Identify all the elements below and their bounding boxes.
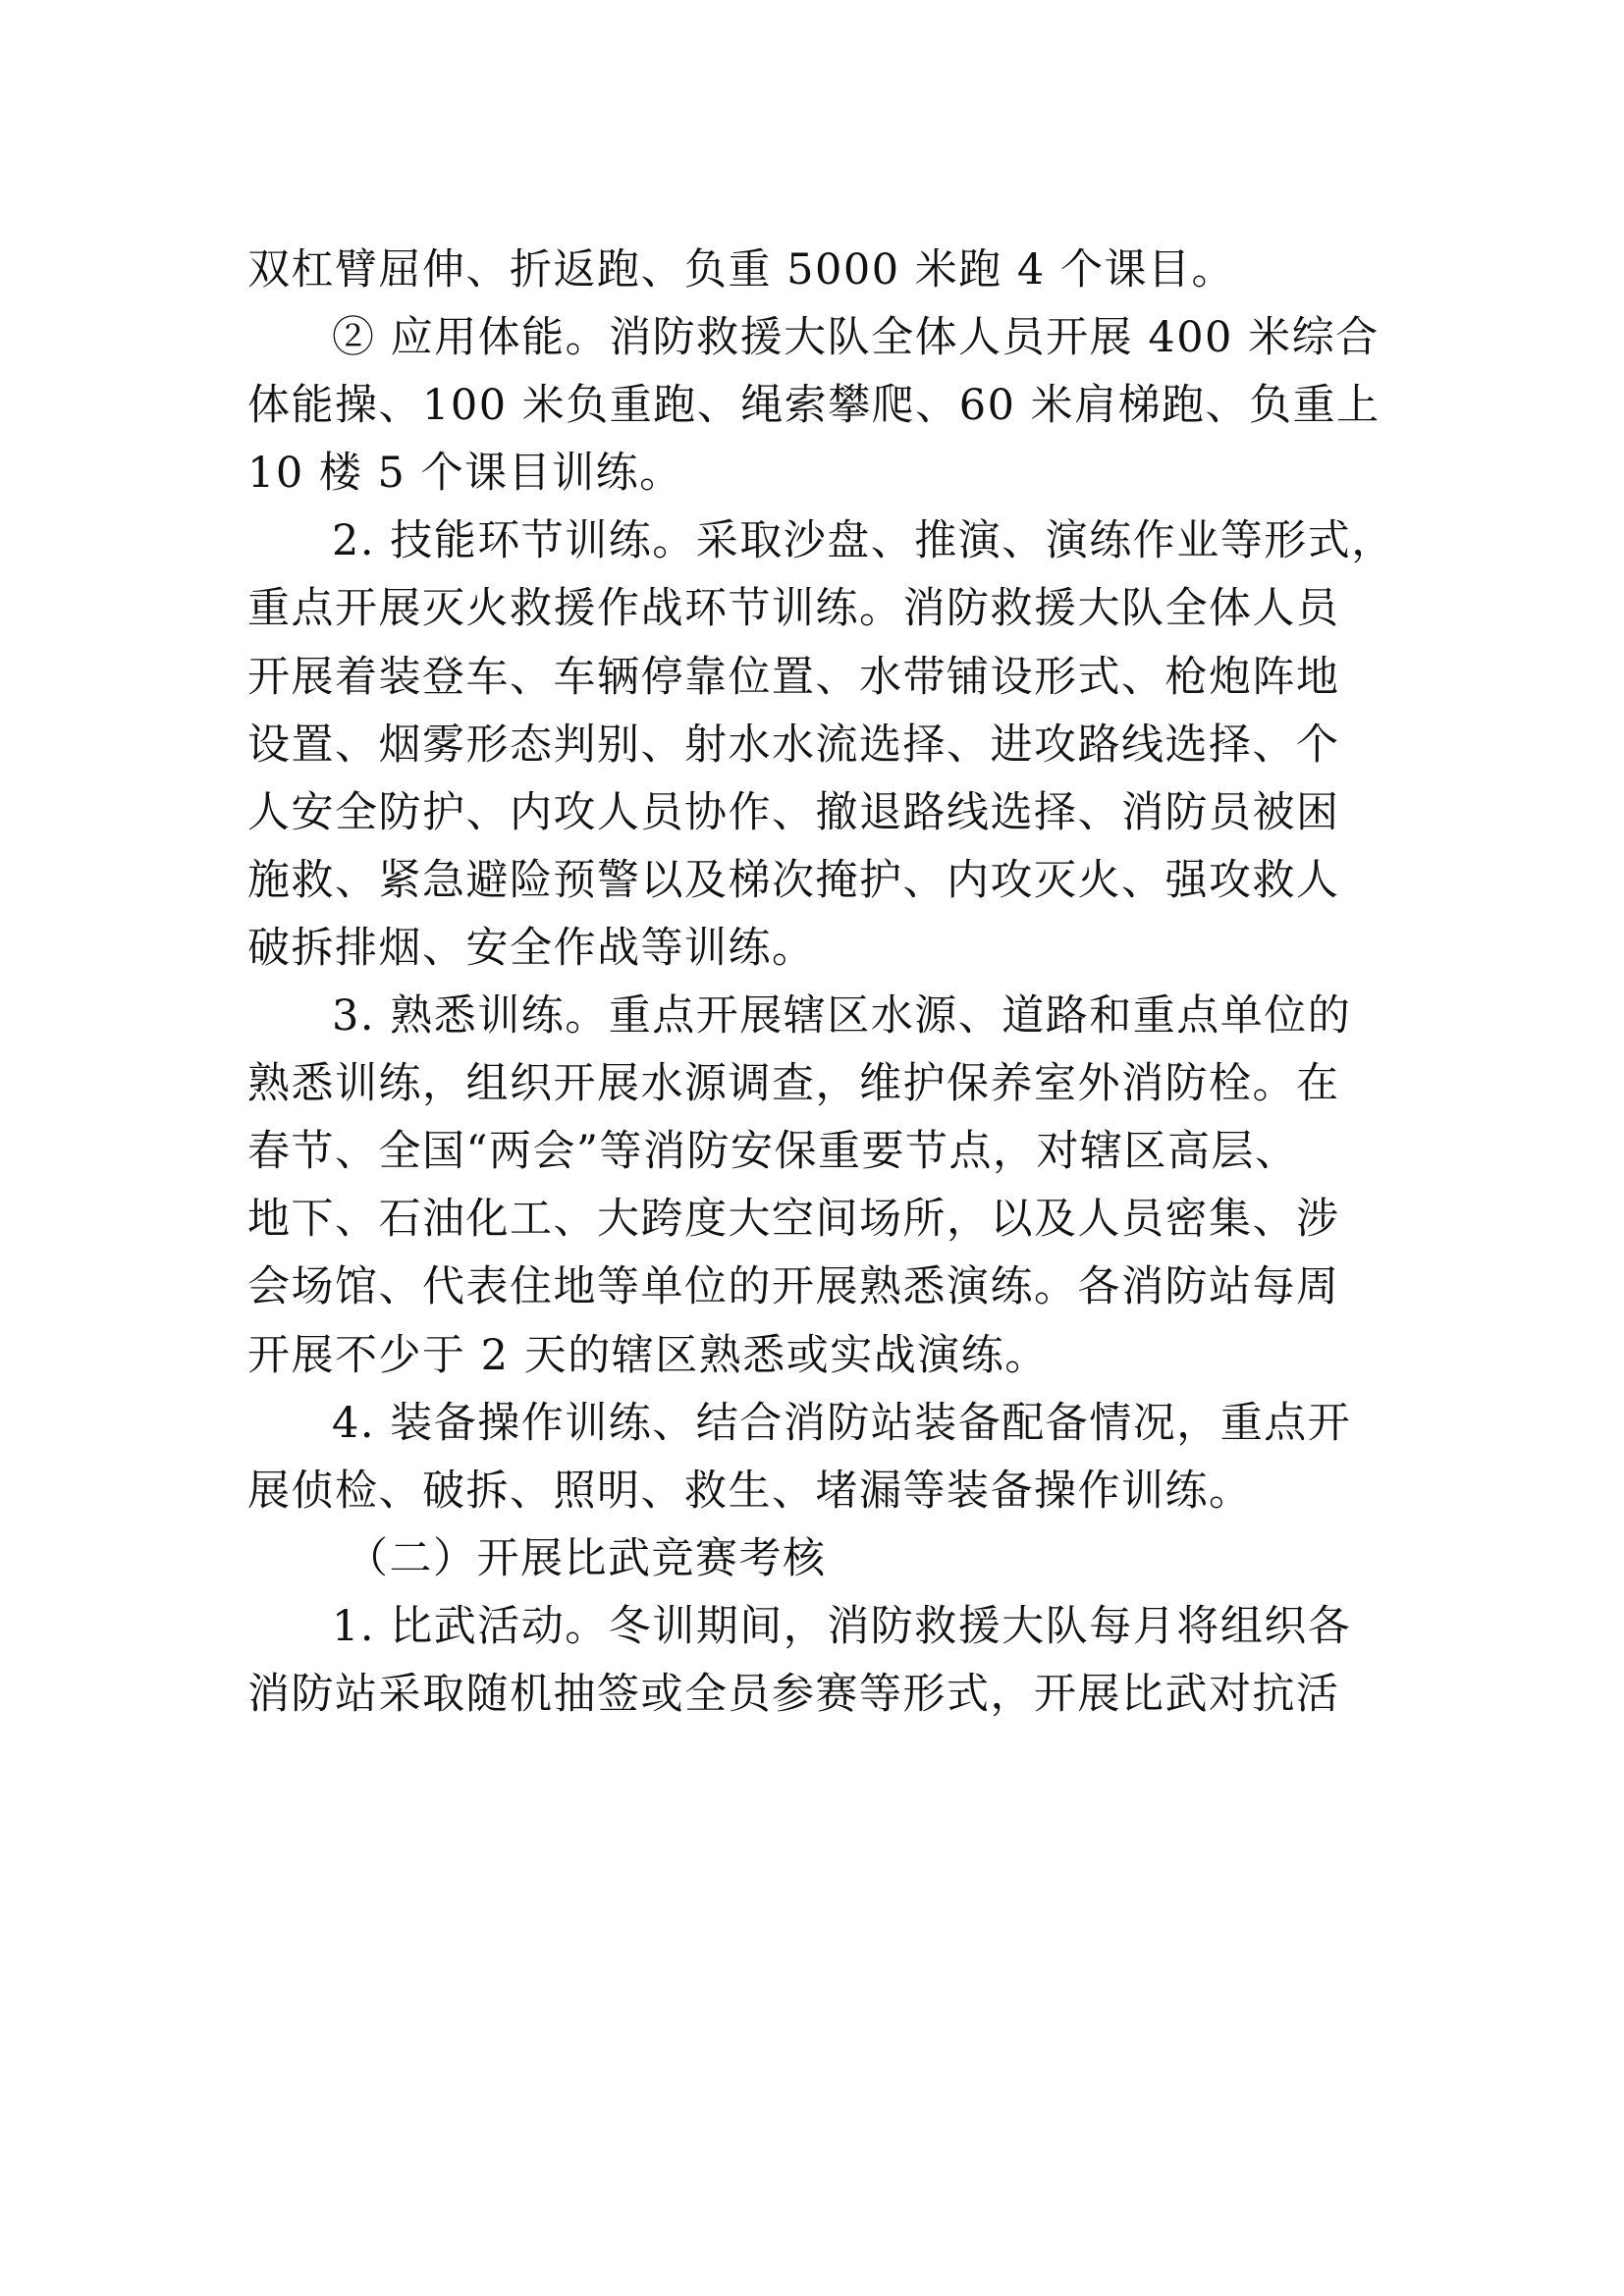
paragraph-applied-fitness <box>247 308 1386 511</box>
paragraph-physical-fitness-end <box>247 240 1386 308</box>
text-line: 会场馆、代表住地等单位的开展熟悉演练。各消防站每周 <box>247 1262 1340 1312</box>
text-line: 双杠臂屈伸、折返跑、负重 5000 米跑 4 个课目。 <box>247 245 1235 294</box>
paragraph-competition-activity <box>247 1597 1386 1733</box>
text-line: 春节、全国“两会”等消防安保重要节点，对辖区高层、 <box>247 1127 1299 1177</box>
text-line: 4. 装备操作训练、结合消防站装备配备情况，重点开 <box>332 1398 1352 1448</box>
text-line: 熟悉训练，组织开展水源调查，维护保养室外消防栓。在 <box>247 1059 1340 1109</box>
text-line: 展侦检、破拆、照明、救生、堵漏等装备操作训练。 <box>247 1466 1253 1516</box>
text-line: 破拆排烟、安全作战等训练。 <box>247 923 816 973</box>
text-line: 设置、烟雾形态判别、射水水流选择、进攻路线选择、个 <box>247 720 1340 770</box>
text-line: 人安全防护、内攻人员协作、撤退路线选择、消防员被困 <box>247 787 1340 837</box>
text-line: 开展着装登车、车辆停靠位置、水带铺设形式、枪炮阵地 <box>247 652 1340 702</box>
text-line: 体能操、100 米负重跑、绳索攀爬、60 米肩梯跑、负重上 <box>247 381 1380 431</box>
text-line: 地下、石油化工、大跨度大空间场所，以及人员密集、涉 <box>247 1195 1340 1245</box>
text-line: 重点开展灭火救援作战环节训练。消防救援大队全体人员 <box>247 584 1340 634</box>
paragraph-familiarization-training <box>247 987 1386 1394</box>
section-heading-competition <box>247 1529 1386 1597</box>
text-line: 施救、紧急避险预警以及梯次掩护、内攻灭火、强攻救人 <box>247 855 1340 905</box>
text-line: 2. 技能环节训练。采取沙盘、推演、演练作业等形式， <box>332 516 1395 566</box>
text-line: 1. 比武活动。冬训期间，消防救援大队每月将组织各 <box>332 1601 1352 1651</box>
document-page <box>247 240 1395 1733</box>
text-line: 开展不少于 2 天的辖区熟悉或实战演练。 <box>247 1330 1049 1380</box>
text-line: 消防站采取随机抽签或全员参赛等形式，开展比武对抗活 <box>247 1669 1340 1719</box>
section-heading: （二）开展比武竞赛考核 <box>346 1533 827 1583</box>
text-line: 10 楼 5 个课目训练。 <box>247 449 683 499</box>
text-line: ② 应用体能。消防救援大队全体人员开展 400 米综合 <box>332 313 1380 363</box>
paragraph-equipment-training <box>247 1394 1386 1529</box>
paragraph-skill-training <box>247 511 1395 987</box>
text-line: 3. 熟悉训练。重点开展辖区水源、道路和重点单位的 <box>332 991 1352 1041</box>
